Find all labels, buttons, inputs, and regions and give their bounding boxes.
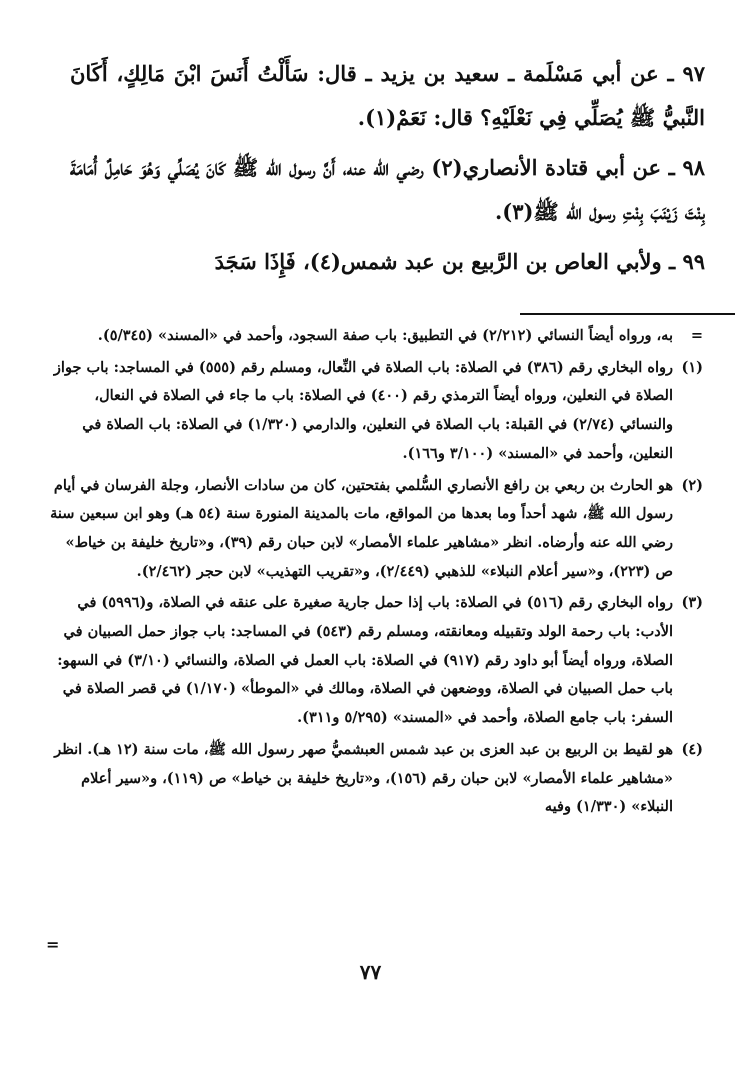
footnote-number: (٢): [681, 476, 703, 494]
footnote-text: هو الحارث بن ربعي بن رافع الأنصاري السُّلمي بفتحتين، كان من سادات الأنصار، وجلة الفرسان في أيام رسول الله ﷺ، شهد أحداً وما بعدها من المواقع، مات بالمدينة المنورة سنة (٥٤ هـ) وهو ابن سبعين سنة رضي الله عنه وأرضاه. انظر «مشاهير علماء الأمصار» لابن حبان رقم (٣٩)، و«تاريخ خليفة بن خياط» ص (٢٢٣)، و«سير أعلام النبلاء» للذهبي (٢/٤٤٩)، و«تقريب التهذيب» لابن حجر (٢/٤٦٢).: [50, 476, 673, 580]
continuation-mark: =: [46, 935, 60, 954]
main-text: [70, 52, 705, 284]
hadith-97: ٩٧ ـ عن أبي مَسْلَمة ـ سعيد بن يزيد ـ قال: سَأَلْتُ أَنَسَ ابْنَ مَالِكٍ، أَكَانَ النَّبيُّ ﷺ يُصَلِّي فِي نَعْلَيْهِ؟ قال: نَعَمْ(١).: [70, 61, 705, 130]
footnote-3: [48, 589, 703, 733]
hadith-98: ٩٨ ـ عن أبي قتادة الأنصاري(٢) رضي الله عنه، أَنَّ رسول الله ﷺ كَانَ يُصَلِّي وَهُوَ حَامِلٌ أُمَامَةَ بِنْتَ زَيْنَبَ بِنْتِ رسول الله ﷺ(٣).: [70, 155, 705, 224]
footnotes: [48, 322, 703, 822]
footnote-continued: [48, 322, 703, 351]
footnote-number: (١): [681, 358, 703, 376]
footnote-text: رواه البخاري رقم (٥١٦) في الصلاة: باب إذا حمل جارية صغيرة على عنقه في الصلاة، و(٥٩٩٦) في الأدب: باب رحمة الولد وتقبيله ومعانقته، ومسلم رقم (٥٤٣) في المساجد: باب جواز حمل الصبيان في الصلاة، ورواه أيضاً أبو داود رقم (٩١٧) في الصلاة: باب العمل في الصلاة، والنسائي (٣/١٠) في السهو: باب حمل الصبيان في الصلاة، ووضعهن في الصلاة، ومالك في «الموطأ» (١/١٧٠) في قصر الصلاة في السفر: باب جامع الصلاة، وأحمد في «المسند» (٥/٢٩٥ و٣١١).: [57, 594, 673, 727]
footnote-text: هو لقيط بن الربيع بن عبد العزى بن عبد شمس العبشميُّ صهر رسول الله ﷺ، مات سنة (١٢ هـ). انظر «مشاهير علماء الأمصار» لابن حبان رقم (١٥٦)، و«تاريخ خليفة بن خياط» ص (١١٩)، و«سير أعلام النبلاء» (١/٣٣٠) وفيه: [54, 740, 673, 816]
footnote-text: رواه البخاري رقم (٣٨٦) في الصلاة: باب الصلاة في النِّعال، ومسلم رقم (٥٥٥) في المساجد: باب جواز الصلاة في النعلين، ورواه أيضاً الترمذي رقم (٤٠٠) في الصلاة: باب ما جاء في الصلاة في النعال، والنسائي (٢/٧٤) في القبلة: باب الصلاة في النعلين، والدارمي (١/٣٢٠) في الصلاة: باب الصلاة في النعلين، وأحمد في «المسند» (٣/١٠٠ و١٦٦).: [53, 358, 673, 462]
footnote-4: [48, 736, 703, 822]
footnote-text: به، ورواه أيضاً النسائي (٢/٢١٢) في التطبيق: باب صفة السجود، وأحمد في «المسند» (٥/٣٤٥).: [97, 327, 673, 344]
footnote-1: [48, 354, 703, 469]
footnote-2: [48, 472, 703, 587]
footnote-marker: =: [690, 327, 703, 344]
footnote-number: (٤): [681, 740, 703, 758]
footnote-number: (٣): [681, 594, 703, 612]
footnote-separator: [520, 313, 735, 315]
page-number: ٧٧: [359, 960, 382, 984]
hadith-99: ٩٩ ـ ولأبي العاص بن الرَّبيع بن عبد شمس(٤)، فَإِذَا سَجَدَ: [214, 249, 705, 274]
